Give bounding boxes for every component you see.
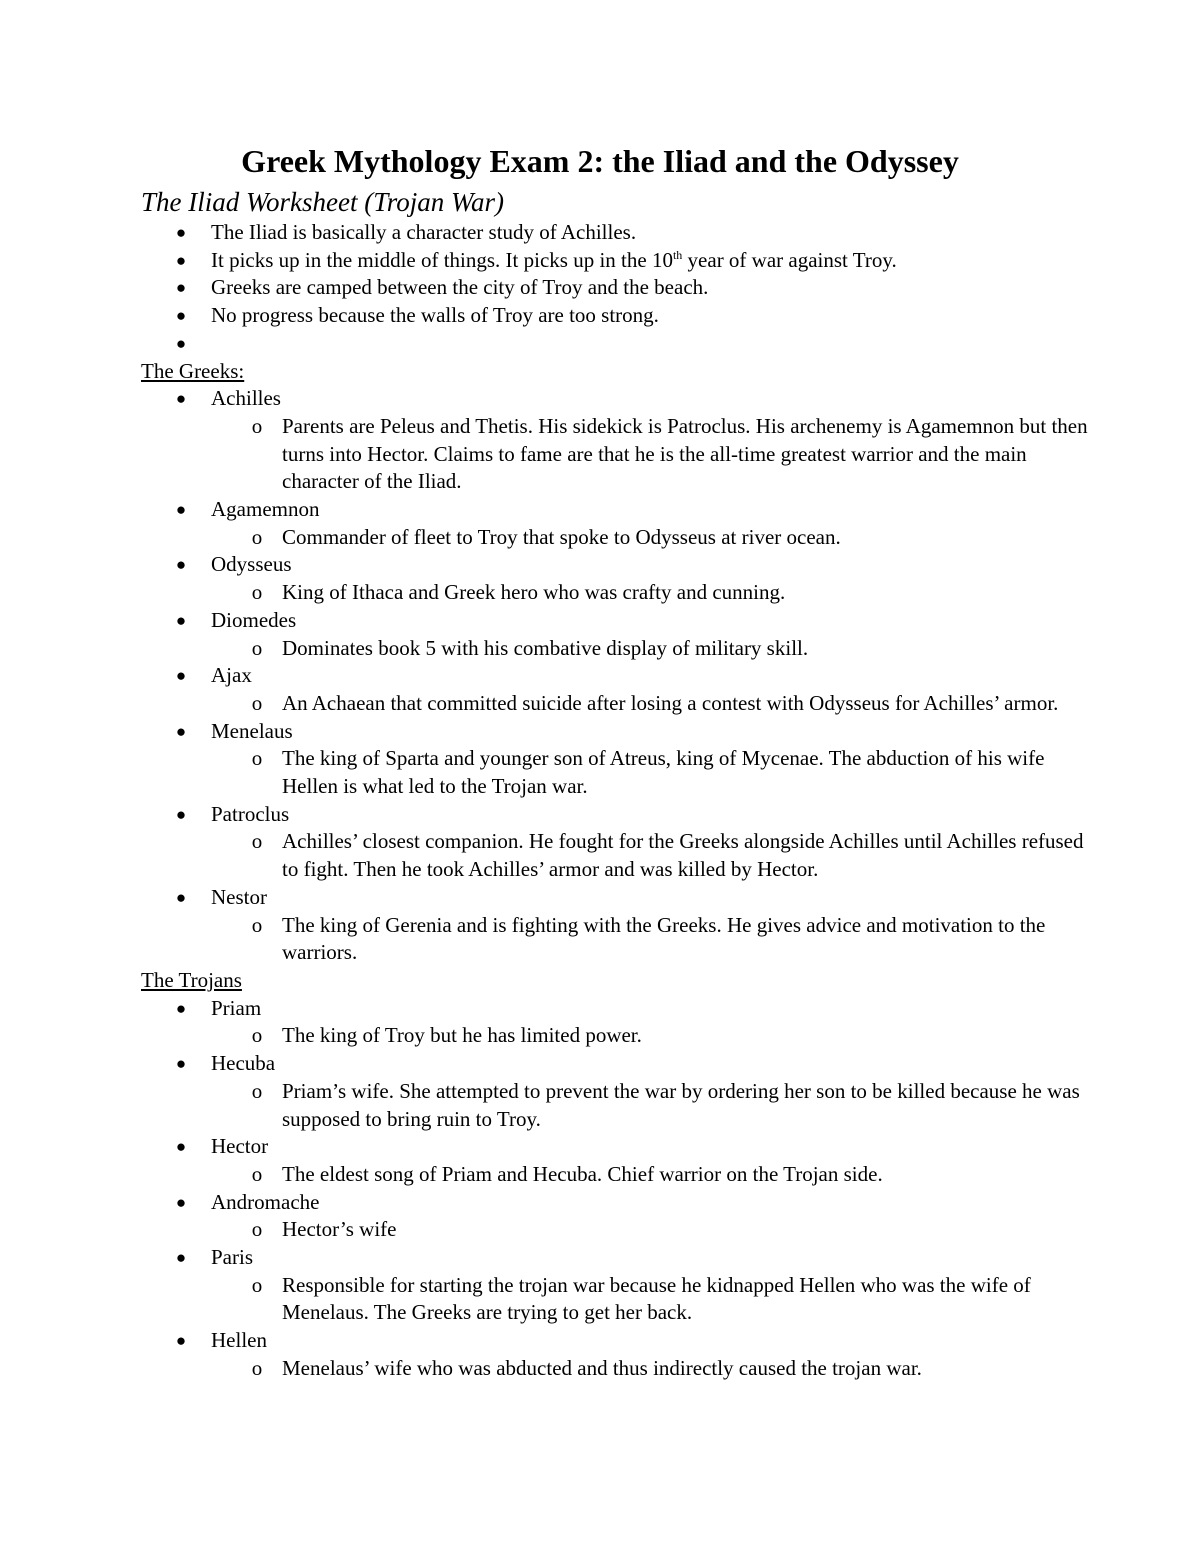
detail-item: [211, 579, 1091, 607]
sub-bullet-icon: o: [251, 413, 263, 438]
character-name: Patroclus: [211, 801, 290, 826]
character-item: [141, 496, 1091, 551]
detail-item: [211, 1355, 1091, 1383]
document-title: Greek Mythology Exam 2: the Iliad and the Odyssey: [241, 143, 959, 179]
bullet-icon: ●: [175, 998, 187, 1018]
bullet-icon: ●: [175, 500, 187, 520]
bullet-icon: ●: [175, 610, 187, 630]
character-item: [141, 662, 1091, 717]
bullet-icon: ●: [175, 721, 187, 741]
intro-list: [141, 219, 1091, 358]
sub-bullet-icon: o: [251, 912, 263, 937]
character-description: The eldest song of Priam and Hecuba. Chief warrior on the Trojan side.: [282, 1161, 883, 1186]
intro-text: The Iliad is basically a character study of Achilles.: [211, 220, 637, 244]
sub-bullet-icon: o: [251, 690, 263, 715]
character-name: Menelaus: [211, 718, 293, 743]
character-details: [211, 524, 1091, 552]
character-item: [141, 385, 1091, 496]
bullet-icon: ●: [175, 666, 187, 686]
character-details: [211, 1355, 1091, 1383]
bullet-icon: ●: [175, 555, 187, 575]
sub-bullet-icon: o: [251, 580, 263, 605]
sub-bullet-icon: o: [251, 1078, 263, 1103]
sub-bullet-icon: o: [251, 524, 263, 549]
character-name: Ajax: [211, 663, 252, 688]
intro-text-tail: year of war against Troy.: [682, 247, 897, 272]
character-description: King of Ithaca and Greek hero who was crafty and cunning.: [282, 580, 786, 605]
character-details: [211, 828, 1091, 883]
intro-text: No progress because the walls of Troy are too strong.: [211, 303, 659, 328]
character-description: Hector’s wife: [282, 1217, 397, 1242]
bullet-icon: ●: [175, 278, 187, 298]
character-details: [211, 635, 1091, 663]
character-details: [211, 912, 1091, 967]
bullet-icon: ●: [175, 223, 187, 242]
worksheet-subtitle: The Iliad Worksheet (Trojan War): [141, 187, 505, 217]
detail-item: [211, 912, 1091, 967]
character-item: [141, 1244, 1091, 1327]
character-name: Achilles: [211, 386, 281, 411]
character-description: Responsible for starting the trojan war because he kidnapped Hellen who was the wife of Menelaus. The Greeks are trying to get her back.: [282, 1272, 1031, 1325]
bullet-icon: ●: [175, 250, 187, 270]
character-description: Parents are Peleus and Thetis. His sidekick is Patroclus. His archenemy is Agamemnon but then turns into Hector. Claims to fame are that he is the all-time greatest warrior and the main character of the Iliad.: [282, 413, 1088, 494]
bullet-icon: ●: [175, 1137, 187, 1157]
bullet-icon: ●: [175, 1054, 187, 1074]
greeks-heading: The Greeks:: [141, 358, 245, 383]
bullet-icon: ●: [175, 887, 187, 907]
character-name: Andromache: [211, 1189, 320, 1214]
character-description: Commander of fleet to Troy that spoke to Odysseus at river ocean.: [282, 524, 841, 549]
detail-item: [211, 524, 1091, 552]
character-description: Menelaus’ wife who was abducted and thus indirectly caused the trojan war.: [282, 1355, 922, 1380]
character-name: Hellen: [211, 1328, 267, 1353]
sub-bullet-icon: o: [251, 1272, 263, 1297]
character-item: [141, 884, 1091, 967]
character-item: [141, 801, 1091, 884]
detail-item: [211, 1272, 1091, 1327]
bullet-icon: ●: [175, 389, 187, 409]
character-item: [141, 718, 1091, 801]
character-description: The king of Troy but he has limited power.: [282, 1023, 642, 1048]
intro-text: Greeks are camped between the city of Troy and the beach.: [211, 275, 709, 300]
sub-bullet-icon: o: [251, 1161, 263, 1186]
character-details: [211, 1272, 1091, 1327]
sub-bullet-icon: o: [251, 635, 263, 660]
trojans-heading: The Trojans: [141, 967, 242, 992]
bullet-icon: ●: [175, 306, 187, 326]
character-item: [141, 1050, 1091, 1133]
character-name: Odysseus: [211, 552, 292, 577]
detail-item: [211, 828, 1091, 883]
character-details: [211, 690, 1091, 718]
bullet-icon: ●: [175, 1192, 187, 1212]
character-item: [141, 607, 1091, 662]
list-item: [141, 302, 1091, 330]
list-item-empty: [141, 330, 1091, 358]
character-details: [211, 1161, 1091, 1189]
character-details: [211, 413, 1091, 496]
character-description: Dominates book 5 with his combative display of military skill.: [282, 635, 809, 660]
character-details: [211, 579, 1091, 607]
list-item: [141, 219, 1091, 247]
detail-item: [211, 1078, 1091, 1133]
detail-item: [211, 1216, 1091, 1244]
sub-bullet-icon: o: [251, 1217, 263, 1242]
bullet-icon: ●: [175, 1331, 187, 1351]
character-details: [211, 1022, 1091, 1050]
sub-bullet-icon: o: [251, 829, 263, 854]
detail-item: [211, 1161, 1091, 1189]
list-item: [141, 274, 1091, 302]
detail-item: [211, 635, 1091, 663]
character-details: [211, 745, 1091, 800]
greeks-list: [141, 385, 1091, 967]
character-item: [141, 1189, 1091, 1244]
character-item: [141, 1133, 1091, 1188]
character-description: The king of Gerenia and is fighting with the Greeks. He gives advice and motivation to the warriors.: [282, 912, 1046, 965]
trojans-list: [141, 995, 1091, 1383]
character-name: Priam: [211, 995, 262, 1020]
character-details: [211, 1216, 1091, 1244]
bullet-icon: ●: [175, 804, 187, 824]
sub-bullet-icon: o: [251, 1355, 263, 1380]
character-description: Priam’s wife. She attempted to prevent the war by ordering her son to be killed because he was supposed to bring ruin to Troy.: [282, 1078, 1080, 1131]
detail-item: [211, 1022, 1091, 1050]
intro-text: It picks up in the middle of things. It picks up in the 10: [211, 247, 673, 272]
detail-item: [211, 690, 1091, 718]
character-name: Hecuba: [211, 1051, 276, 1076]
character-name: Hector: [211, 1134, 269, 1159]
bullet-icon: ●: [175, 333, 187, 353]
character-name: Nestor: [211, 884, 267, 909]
character-description: Achilles’ closest companion. He fought for the Greeks alongside Achilles until Achilles refused to fight. Then he took Achilles’ armor and was killed by Hector.: [282, 829, 1084, 882]
character-details: [211, 1078, 1091, 1133]
character-name: Paris: [211, 1245, 253, 1270]
character-item: [141, 551, 1091, 606]
sub-bullet-icon: o: [251, 1023, 263, 1048]
detail-item: [211, 745, 1091, 800]
document-body: [141, 219, 1091, 1383]
character-description: An Achaean that committed suicide after losing a contest with Odysseus for Achilles’ armor.: [282, 690, 1059, 715]
detail-item: [211, 413, 1091, 496]
character-item: [141, 995, 1091, 1050]
character-description: The king of Sparta and younger son of Atreus, king of Mycenae. The abduction of his wife Hellen is what led to the Trojan war.: [282, 746, 1045, 799]
superscript: th: [672, 247, 683, 262]
character-item: [141, 1327, 1091, 1382]
character-name: Agamemnon: [211, 497, 320, 522]
list-item: [141, 247, 1091, 275]
character-name: Diomedes: [211, 607, 297, 632]
bullet-icon: ●: [175, 1248, 187, 1268]
sub-bullet-icon: o: [251, 746, 263, 771]
